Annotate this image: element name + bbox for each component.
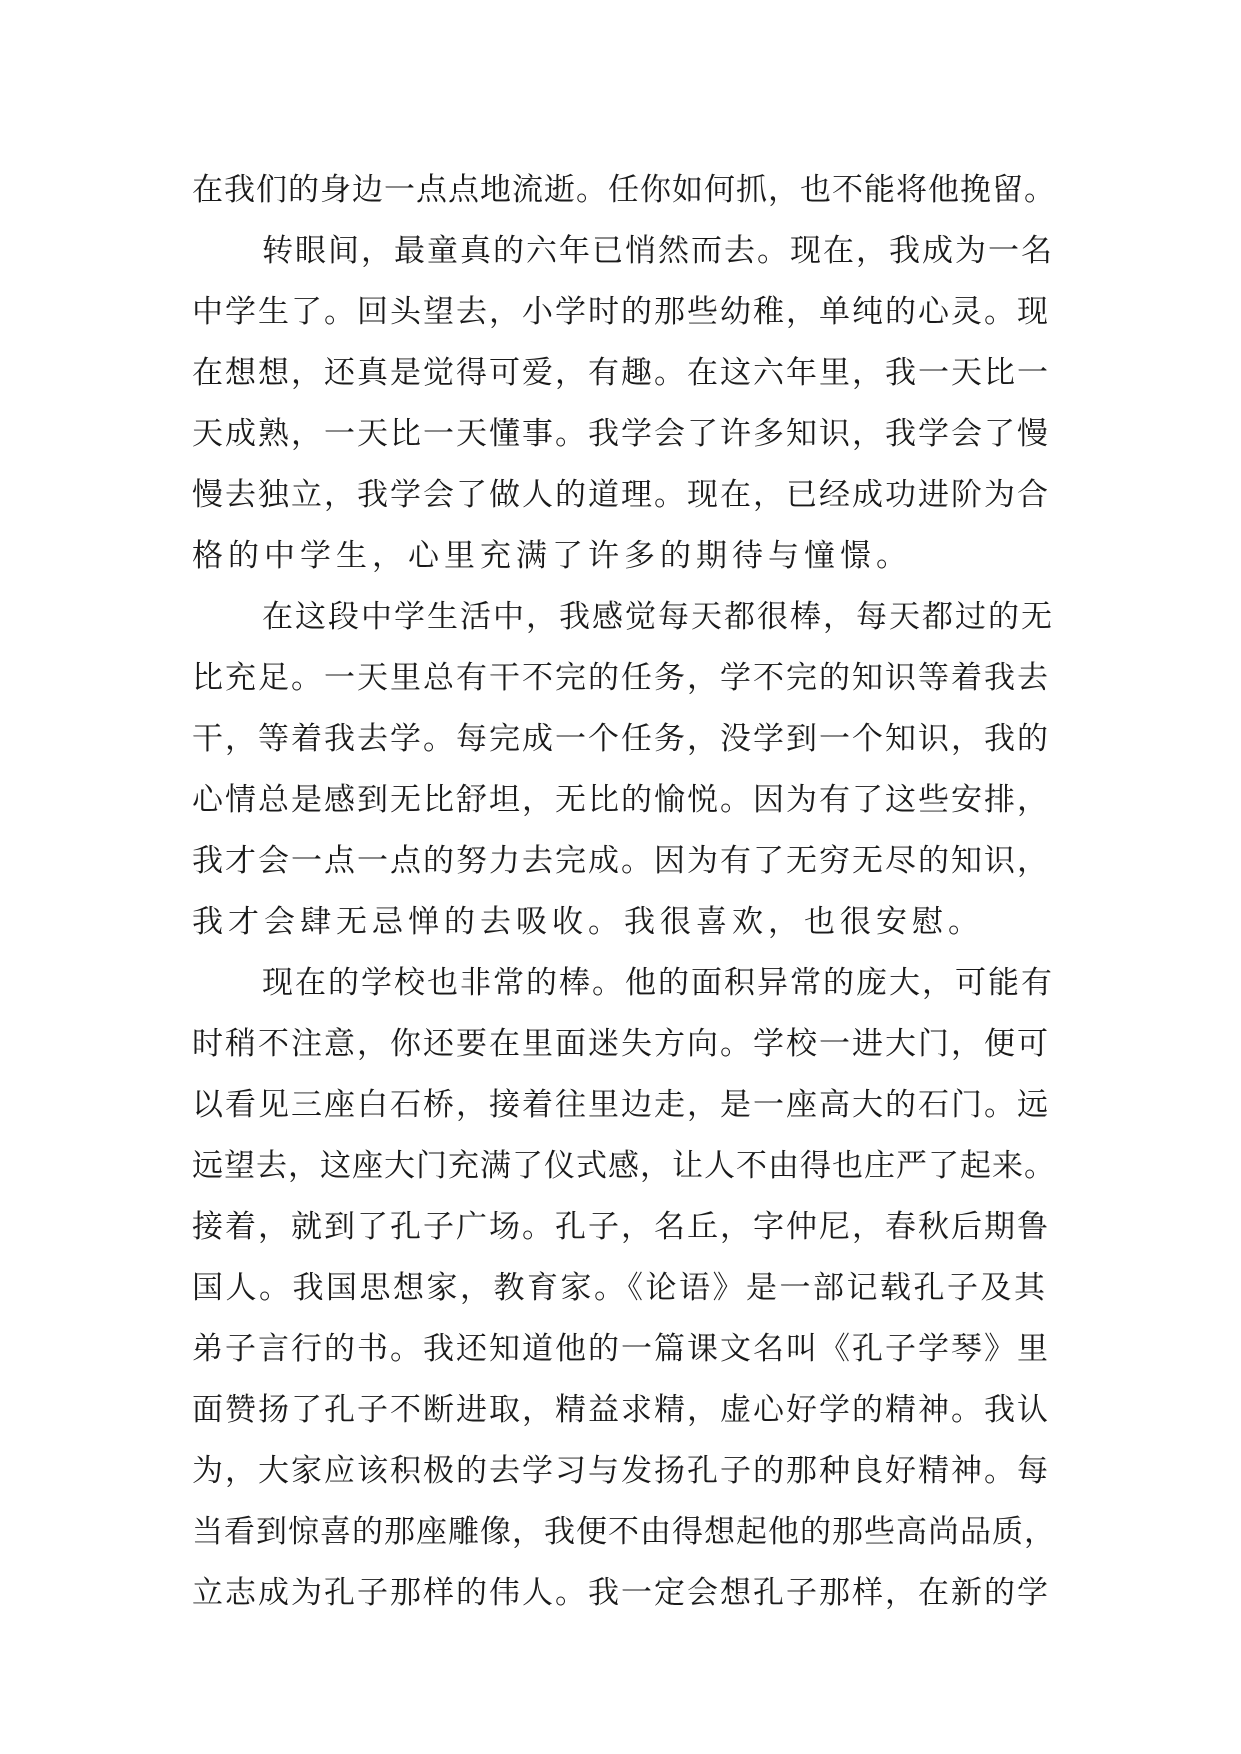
text-line: 立志成为孔子那样的伟人。我一定会想孔子那样，在新的学	[192, 1575, 1050, 1611]
text-line: 国人。我国思想家，教育家。《论语》是一部记载孔子及其	[192, 1270, 1048, 1306]
text-line: 当看到惊喜的那座雕像，我便不由得想起他的那些高尚品质，	[192, 1514, 1056, 1550]
paragraph-start-line: 在这段中学生活中，我感觉每天都很棒，每天都过的无	[262, 599, 1054, 635]
text-line: 面赞扬了孔子不断进取，精益求精，虚心好学的精神。我认	[192, 1392, 1050, 1428]
text-line: 心情总是感到无比舒坦，无比的愉悦。因为有了这些安排，	[192, 782, 1050, 818]
paragraph-start-line: 转眼间，最童真的六年已悄然而去。现在，我成为一名	[262, 233, 1054, 269]
text-line: 慢去独立，我学会了做人的道理。现在，已经成功进阶为合	[192, 477, 1050, 513]
text-line: 天成熟，一天比一天懂事。我学会了许多知识，我学会了慢	[192, 416, 1050, 452]
text-line: 接着，就到了孔子广场。孔子，名丘，字仲尼，春秋后期鲁	[192, 1209, 1050, 1245]
text-line: 在我们的身边一点点地流逝。任你如何抓，也不能将他挽留。	[192, 172, 1056, 208]
text-line: 中学生了。回头望去，小学时的那些幼稚，单纯的心灵。现	[192, 294, 1050, 330]
paragraph-start-line: 现在的学校也非常的棒。他的面积异常的庞大，可能有	[262, 965, 1054, 1001]
text-line: 比充足。一天里总有干不完的任务，学不完的知识等着我去	[192, 660, 1050, 696]
body-text	[192, 160, 1060, 1624]
text-line: 在想想，还真是觉得可爱，有趣。在这六年里，我一天比一	[192, 355, 1050, 391]
text-line: 格的中学生，心里充满了许多的期待与憧憬。	[192, 538, 912, 574]
text-line: 我才会一点一点的努力去完成。因为有了无穷无尽的知识，	[192, 843, 1050, 879]
text-line: 弟子言行的书。我还知道他的一篇课文名叫《孔子学琴》里	[192, 1331, 1050, 1367]
text-line: 我才会肆无忌惮的去吸收。我很喜欢，也很安慰。	[192, 904, 984, 940]
text-line: 为，大家应该积极的去学习与发扬孔子的那种良好精神。每	[192, 1453, 1050, 1489]
text-line: 时稍不注意，你还要在里面迷失方向。学校一进大门，便可	[192, 1026, 1050, 1062]
text-line: 远望去，这座大门充满了仪式感，让人不由得也庄严了起来。	[192, 1148, 1056, 1184]
text-line: 以看见三座白石桥，接着往里边走，是一座高大的石门。远	[192, 1087, 1050, 1123]
text-line: 干，等着我去学。每完成一个任务，没学到一个知识，我的	[192, 721, 1050, 757]
